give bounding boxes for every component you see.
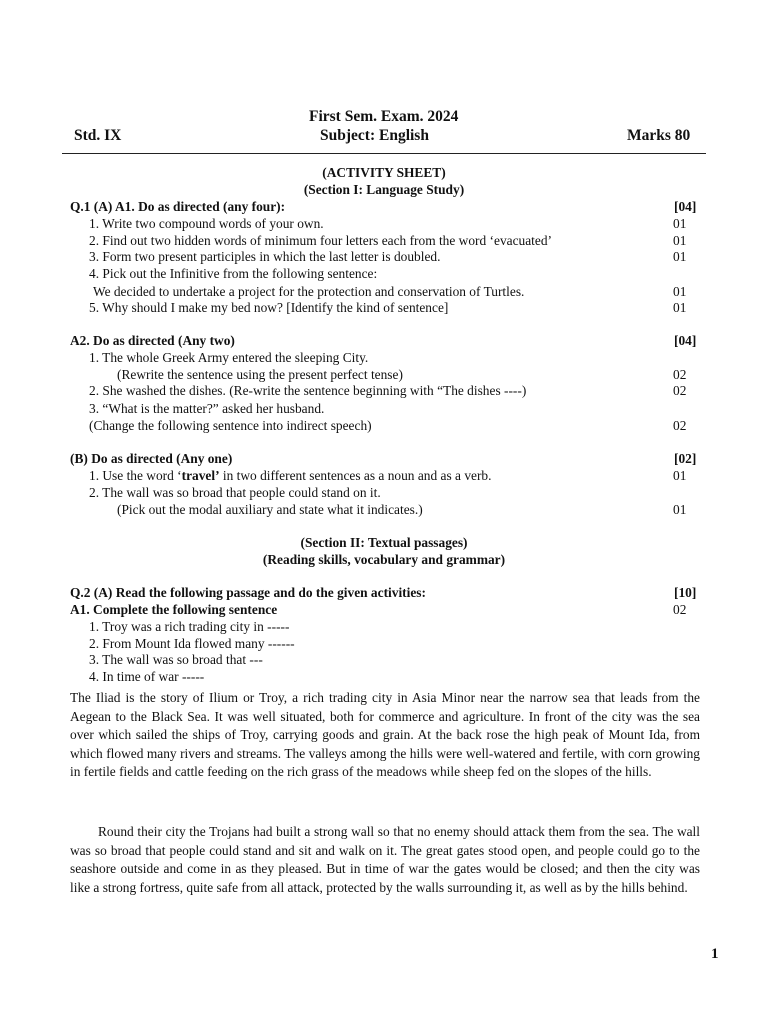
activity-sheet-title: (ACTIVITY SHEET) — [322, 165, 446, 180]
a2-item: 3. “What is the matter?” asked her husband. — [89, 401, 325, 416]
section2-subtitle: (Reading skills, vocabulary and grammar) — [262, 552, 506, 567]
a2-item-mark: 02 — [673, 383, 687, 398]
b-item-1-pre: 1. Use the word ‘ — [89, 468, 182, 483]
a2-item-mark: 02 — [673, 418, 687, 433]
q2-item: 4. In time of war ----- — [89, 669, 205, 684]
b-item-mark: 01 — [673, 468, 687, 483]
q1-item-mark: 01 — [673, 284, 687, 299]
passage-paragraph-1: The Iliad is the story of Ilium or Troy, a rich trading city in Asia Minor near the narrow sea that leads from the Aegean to the Black Sea. It was well situated, both for commerce and agriculture. In front of the city was the sea over which sailed the ships of Troy, carrying goods and grain. At the back rose the high peak of Mount Ida, from which flowed many rivers and streams. The valleys among the hills were well-watered and fertile, with corn growing in fertile fields and cattle feeding on the rich grass of the meadows while sheep fed on the slopes of the hills. — [70, 690, 700, 779]
q1-item-mark: 01 — [673, 216, 687, 231]
q1-item: 2. Find out two hidden words of minimum four letters each from the word ‘evacuated’ — [89, 233, 552, 248]
q2-a1-heading: A1. Complete the following sentence — [70, 602, 278, 617]
subject-label: Subject: English — [320, 127, 429, 144]
b-marks: [02] — [674, 451, 697, 466]
b-item-2: 2. The wall was so broad that people could stand on it. — [89, 485, 381, 500]
q1-item: 5. Why should I make my bed now? [Identify the kind of sentence] — [89, 300, 449, 315]
a2-marks: [04] — [674, 333, 697, 348]
q1-item: 3. Form two present participles in which the last letter is doubled. — [89, 249, 441, 264]
q1-item-mark: 01 — [673, 233, 687, 248]
a2-item-mark: 02 — [673, 367, 687, 382]
b-item-1-post: in two different sentences as a noun and as a verb. — [219, 468, 492, 483]
q1-heading: Q.1 (A) A1. Do as directed (any four): — [70, 199, 286, 214]
b-item-1 — [89, 468, 491, 484]
q1-item: 4. Pick out the Infinitive from the following sentence: — [89, 266, 378, 281]
q2-a1-mark: 02 — [673, 602, 687, 617]
b-item-mark: 01 — [673, 502, 687, 517]
q1-item: We decided to undertake a project for the protection and conservation of Turtles. — [93, 284, 525, 299]
std-label: Std. IX — [74, 127, 122, 144]
a2-item: 2. She washed the dishes. (Re-write the sentence beginning with “The dishes ----) — [89, 383, 527, 398]
q1-item-mark: 01 — [673, 249, 687, 264]
q2-marks: [10] — [674, 585, 697, 600]
a2-item: (Rewrite the sentence using the present perfect tense) — [117, 367, 403, 382]
a2-item: 1. The whole Greek Army entered the sleeping City. — [89, 350, 369, 365]
q1-item: 1. Write two compound words of your own. — [89, 216, 324, 231]
b-item-3: (Pick out the modal auxiliary and state what it indicates.) — [117, 502, 423, 517]
section2-title: (Section II: Textual passages) — [300, 535, 468, 550]
b-item-1-keyword: travel’ — [181, 468, 220, 483]
header-rule — [62, 153, 706, 154]
q1-marks: [04] — [674, 199, 697, 214]
q2-item: 3. The wall was so broad that --- — [89, 652, 263, 667]
section1-title: (Section I: Language Study) — [303, 182, 465, 197]
q1-item-mark: 01 — [673, 300, 687, 315]
marks-label: Marks 80 — [627, 127, 691, 144]
page-number: 1 — [711, 946, 719, 962]
passage-paragraph-2: Round their city the Trojans had built a strong wall so that no enemy should attack them from the sea. The wall was so broad that people could stand and sit and walk on it. The great gates stood open, and people could go to the seashore outside and come in as they pleased. But in time of war the gates would be closed; and then the city was like a strong fortress, quite safe from all attack, protected by the walls surrounding it, as well as by the hills behind. — [70, 824, 700, 895]
a2-item: (Change the following sentence into indirect speech) — [89, 418, 372, 433]
q2-item: 1. Troy was a rich trading city in ----- — [89, 619, 290, 634]
b-heading: (B) Do as directed (Any one) — [70, 451, 233, 466]
exam-title: First Sem. Exam. 2024 — [309, 108, 459, 125]
q2-heading: Q.2 (A) Read the following passage and do the given activities: — [70, 585, 426, 600]
a2-heading: A2. Do as directed (Any two) — [70, 333, 235, 348]
q2-item: 2. From Mount Ida flowed many ------ — [89, 636, 295, 651]
